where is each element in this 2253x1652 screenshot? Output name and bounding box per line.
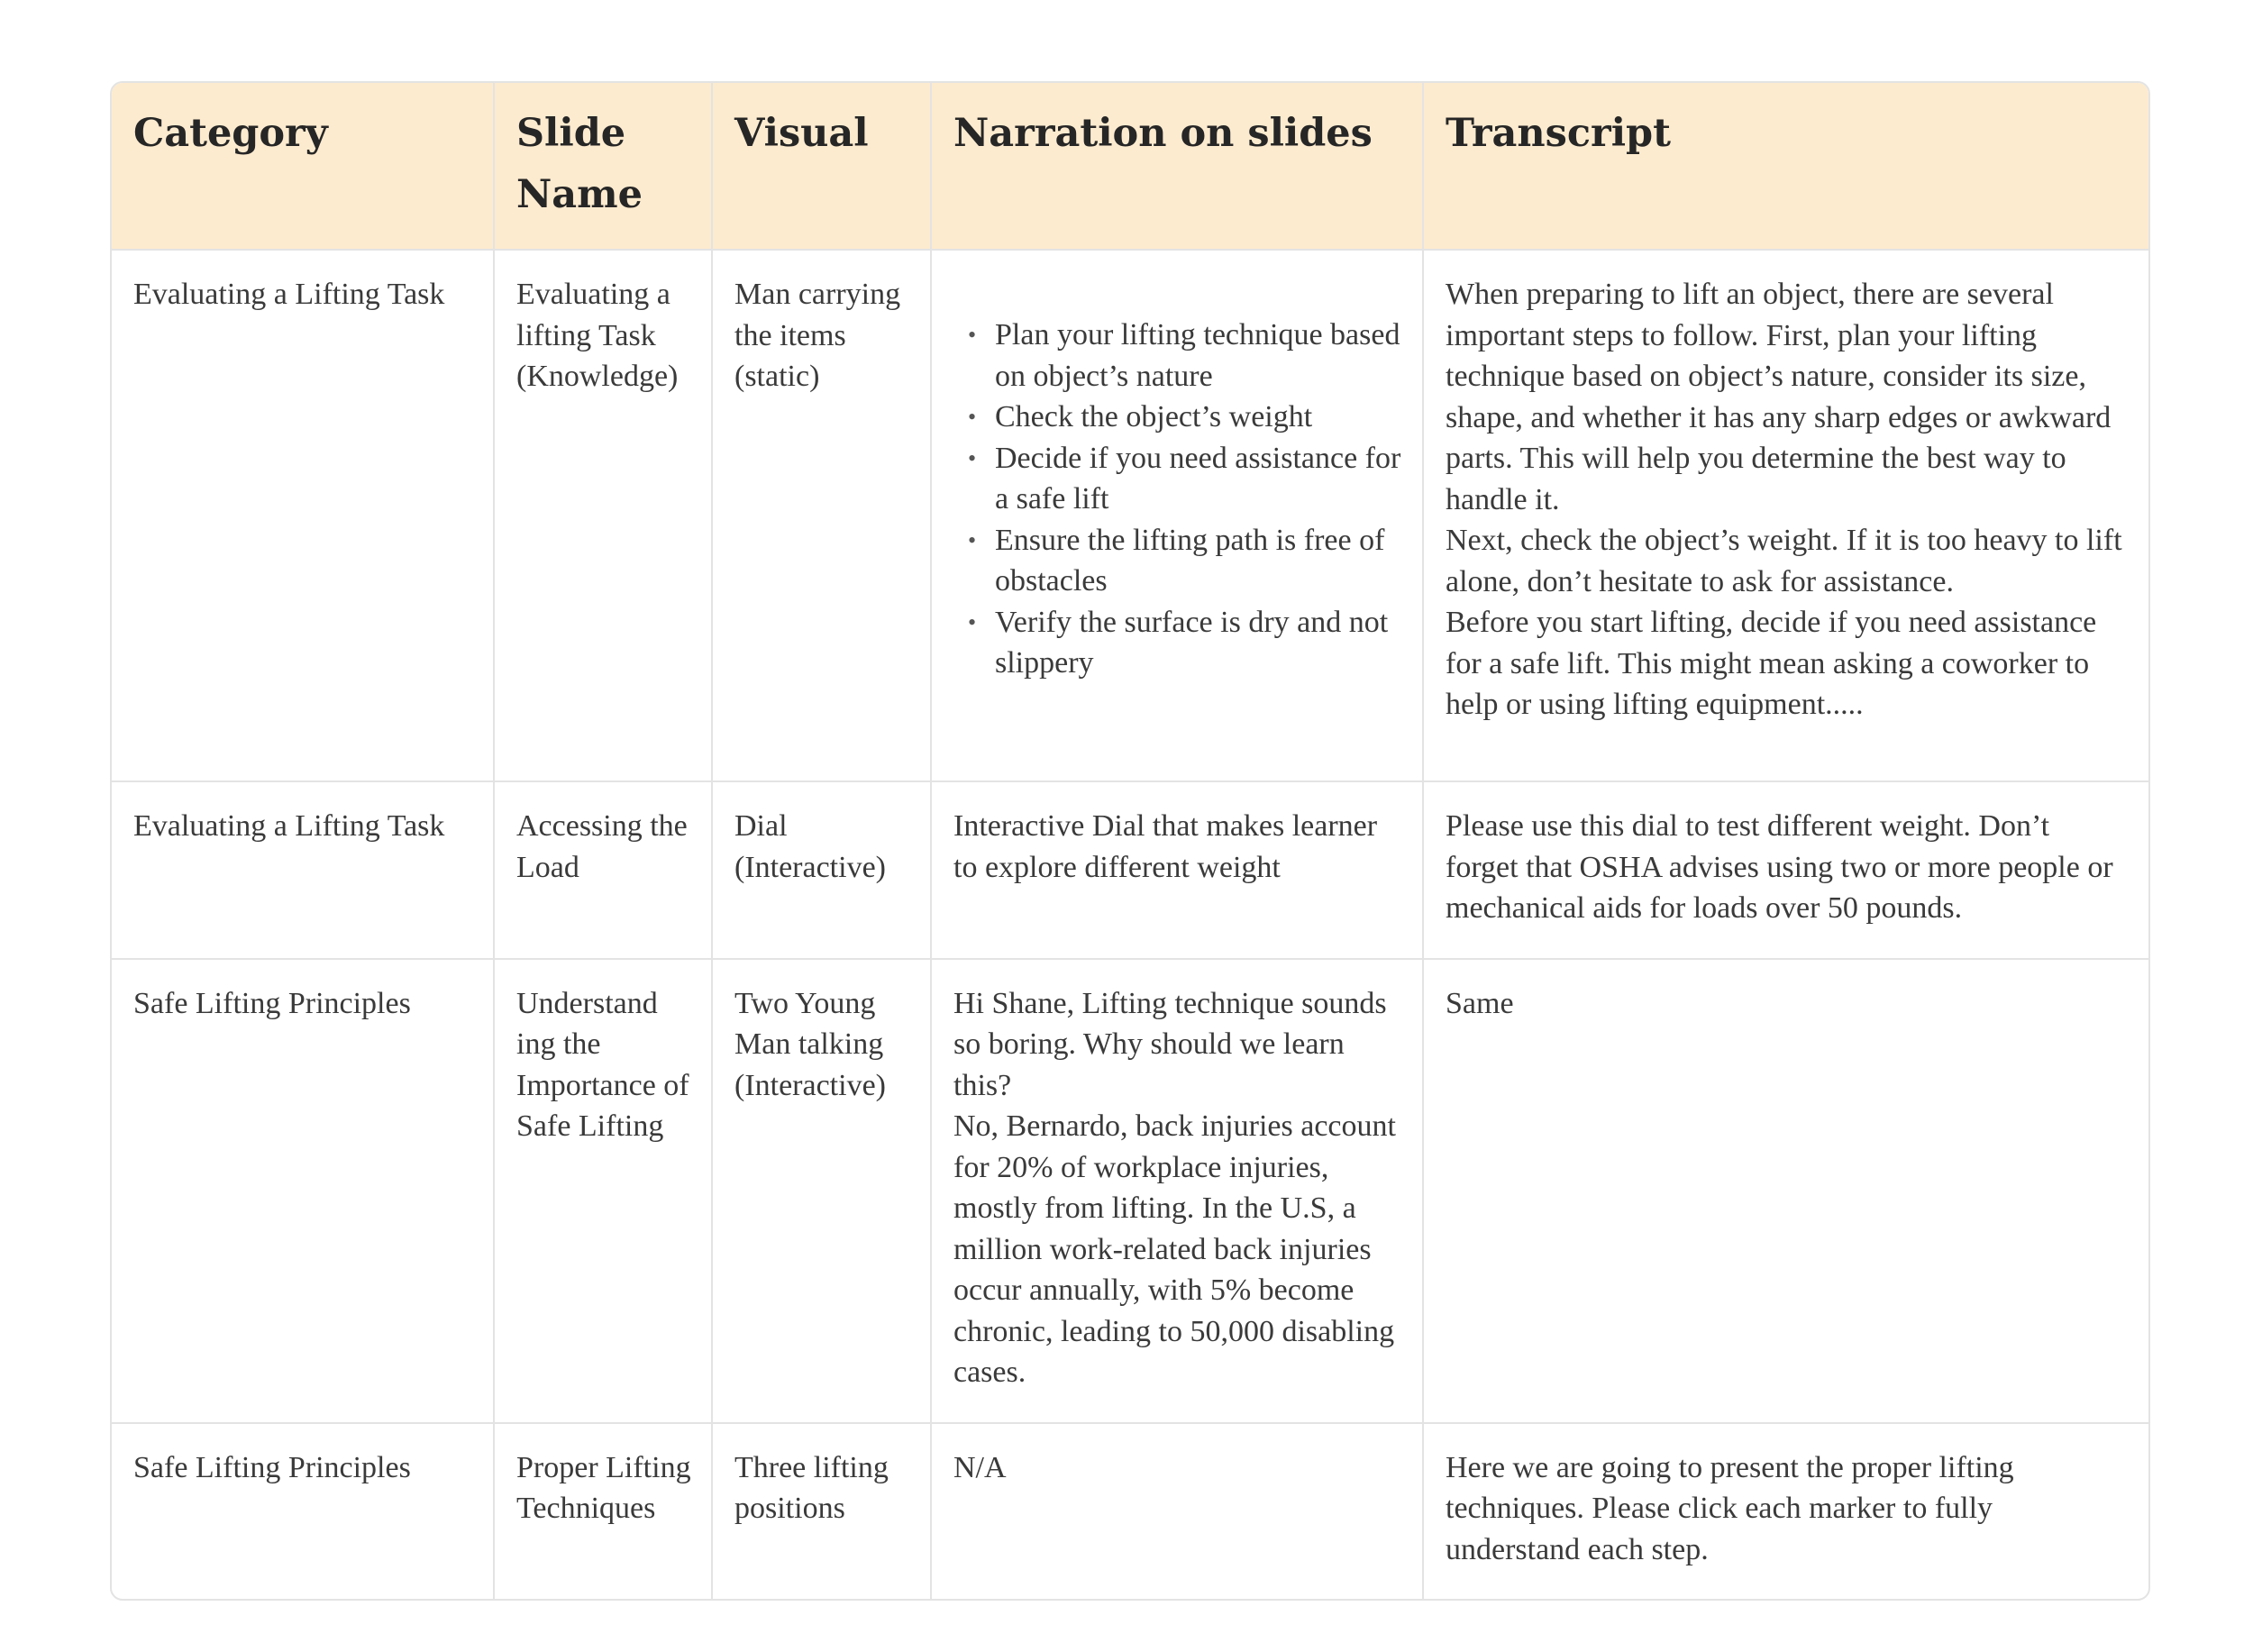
cell-transcript: Please use this dial to test different weight. Don’t forget that OSHA advises using two or more people or mechanical aids for loads over 50 pounds. [1423,781,2148,959]
cell-narration [931,959,1423,1423]
storyboard-table [112,83,2148,1599]
cell-category: Safe Lifting Principles [112,959,494,1423]
header-slide-name: Slide Name [494,83,712,250]
header-transcript: Transcript [1423,83,2148,250]
cell-category: Safe Lifting Principles [112,1423,494,1600]
table-row [112,959,2148,1423]
header-visual: Visual [712,83,931,250]
table-body [112,250,2148,1599]
script-table-container [110,81,2150,1601]
cell-slide-name: Accessing the Load [494,781,712,959]
transcript-paragraph: Before you start lifting, decide if you need assistance for a safe lift. This might mean asking a coworker to help or using lifting equipment..... [1446,606,2097,721]
table-row [112,250,2148,781]
header-category: Category [112,83,494,250]
narration-bullet: • Check the object’s weight [995,397,1402,438]
narration-bullet: • Ensure the lifting path is free of obstacles [995,520,1402,602]
table-row [112,1423,2148,1600]
cell-slide-name: Proper Lifting Techniques [494,1423,712,1600]
cell-transcript: Same [1423,959,2148,1423]
cell-visual: Three lifting positions [712,1423,931,1600]
cell-narration [931,250,1423,781]
cell-category: Evaluating a Lifting Task [112,781,494,959]
table-header [112,83,2148,250]
cell-transcript: Here we are going to present the proper lifting techniques. Please click each marker to fully understand each step. [1423,1423,2148,1600]
cell-narration: N/A [931,1423,1423,1600]
cell-category: Evaluating a Lifting Task [133,278,445,311]
cell-transcript [1423,250,2148,781]
transcript-paragraph: Next, check the object’s weight. If it is too heavy to lift alone, don’t hesitate to ask for assistance. [1446,524,2122,598]
cell-visual: Man carrying the items (static) [712,250,931,781]
narration-bullet: • Verify the surface is dry and not slippery [995,602,1402,684]
narration-bullet: • Decide if you need assistance for a safe lift [995,438,1402,520]
cell-visual: Two Young Man talking (Interactive) [712,959,931,1423]
narration-bullet: • Plan your lifting technique based on object’s nature [995,315,1402,397]
narration-paragraph: No, Bernardo, back injuries account for 20% of workplace injuries, mostly from lifting. In the U.S, a million work-related back injuries occur annually, with 5% become chronic, leading to 50,000 disabling cases. [953,1109,1396,1389]
header-narration: Narration on slides [931,83,1423,250]
cell-slide-name: Evaluating a lifting Task (Knowledge) [494,250,712,781]
cell-narration: Interactive Dial that makes learner to explore different weight [931,781,1423,959]
table-row [112,781,2148,959]
narration-paragraph: Hi Shane, Lifting technique sounds so boring. Why should we learn this? [953,986,1387,1102]
transcript-paragraph: When preparing to lift an object, there are several important steps to follow. First, plan your lifting technique based on object’s nature, consider its size, shape, and whether it has any sharp edges or awkward parts. This will help you determine the best way to handle it. [1446,278,2112,516]
cell-slide-name: Understand ing the Importance of Safe Lifting [494,959,712,1423]
narration-bullet-list [953,315,1402,684]
cell-visual: Dial (Interactive) [712,781,931,959]
header-row [112,83,2148,250]
